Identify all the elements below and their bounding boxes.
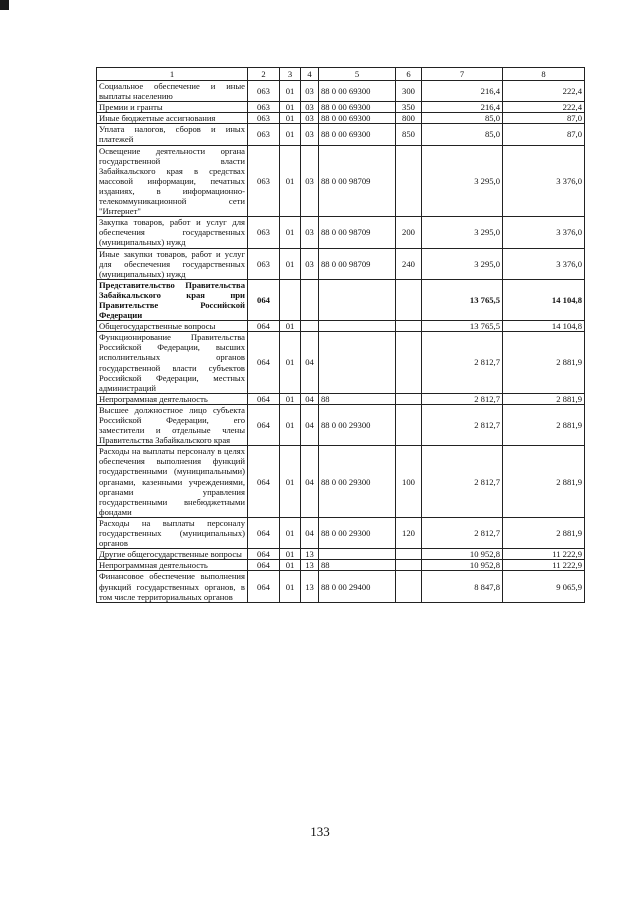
table-body	[97, 81, 585, 603]
header-col-7: 7	[422, 68, 503, 81]
cell-ministry-code: 064	[248, 571, 280, 602]
cell-name: Непрограммная деятельность	[97, 560, 248, 571]
cell-section: 01	[280, 393, 301, 404]
cell-amount-col7: 2 812,7	[422, 446, 503, 518]
cell-name: Общегосударственные вопросы	[97, 321, 248, 332]
cell-amount-col8: 87,0	[503, 124, 585, 145]
cell-amount-col8: 11 222,9	[503, 560, 585, 571]
cell-subsection: 03	[301, 124, 319, 145]
cell-expense-type: 100	[396, 446, 422, 518]
cell-expense-type	[396, 571, 422, 602]
cell-subsection	[301, 321, 319, 332]
cell-expense-type: 240	[396, 248, 422, 279]
cell-name: Другие общегосударственные вопросы	[97, 549, 248, 560]
cell-amount-col7: 13 765,5	[422, 321, 503, 332]
cell-subsection: 04	[301, 446, 319, 518]
cell-target-article: 88 0 00 69300	[319, 124, 396, 145]
cell-target-article: 88 0 00 98709	[319, 248, 396, 279]
cell-subsection: 04	[301, 332, 319, 394]
cell-amount-col8: 9 065,9	[503, 571, 585, 602]
cell-expense-type: 800	[396, 113, 422, 124]
cell-name: Закупка товаров, работ и услуг для обеспечения государственных (муниципальных) нужд	[97, 217, 248, 248]
cell-amount-col7: 2 812,7	[422, 393, 503, 404]
cell-amount-col7: 10 952,8	[422, 560, 503, 571]
table-row	[97, 113, 585, 124]
cell-amount-col7: 3 295,0	[422, 248, 503, 279]
cell-name: Премии и гранты	[97, 102, 248, 113]
cell-name: Расходы на выплаты персоналу в целях обеспечения выполнения функций государственными (муниципальными) органами, казенными учреждениями, органами управления государственными внебюджетными фондами	[97, 446, 248, 518]
cell-amount-col7: 2 812,7	[422, 517, 503, 548]
table-row	[97, 321, 585, 332]
cell-ministry-code: 064	[248, 332, 280, 394]
cell-amount-col8: 2 881,9	[503, 517, 585, 548]
table-row	[97, 404, 585, 445]
cell-section: 01	[280, 124, 301, 145]
cell-section: 01	[280, 571, 301, 602]
cell-subsection: 03	[301, 145, 319, 217]
cell-ministry-code: 064	[248, 446, 280, 518]
cell-ministry-code: 063	[248, 217, 280, 248]
cell-amount-col7: 2 812,7	[422, 332, 503, 394]
cell-amount-col8: 222,4	[503, 81, 585, 102]
cell-name: Иные бюджетные ассигнования	[97, 113, 248, 124]
cell-ministry-code: 064	[248, 549, 280, 560]
cell-expense-type	[396, 332, 422, 394]
cell-section: 01	[280, 549, 301, 560]
cell-amount-col8: 222,4	[503, 102, 585, 113]
cell-target-article: 88 0 00 69300	[319, 113, 396, 124]
cell-expense-type	[396, 560, 422, 571]
cell-name: Непрограммная деятельность	[97, 393, 248, 404]
cell-name: Представительство Правительства Забайкальского края при Правительстве Российской Федерации	[97, 279, 248, 320]
cell-expense-type	[396, 393, 422, 404]
table-row	[97, 560, 585, 571]
header-col-5: 5	[319, 68, 396, 81]
cell-expense-type: 200	[396, 217, 422, 248]
cell-ministry-code: 063	[248, 145, 280, 217]
cell-section: 01	[280, 404, 301, 445]
cell-name: Иные закупки товаров, работ и услуг для обеспечения государственных (муниципальных) нужд	[97, 248, 248, 279]
cell-name: Финансовое обеспечение выполнения функций государственных органов, в том числе территориальных органов	[97, 571, 248, 602]
table-row	[97, 279, 585, 320]
cell-target-article: 88 0 00 29300	[319, 446, 396, 518]
scan-edge-mark	[0, 0, 9, 10]
cell-section: 01	[280, 560, 301, 571]
cell-section: 01	[280, 517, 301, 548]
cell-section: 01	[280, 217, 301, 248]
cell-amount-col8: 3 376,0	[503, 145, 585, 217]
cell-section: 01	[280, 446, 301, 518]
cell-amount-col7: 85,0	[422, 113, 503, 124]
header-col-6: 6	[396, 68, 422, 81]
cell-expense-type: 350	[396, 102, 422, 113]
cell-amount-col8: 14 104,8	[503, 279, 585, 320]
cell-subsection: 03	[301, 81, 319, 102]
cell-amount-col8: 3 376,0	[503, 217, 585, 248]
table-row	[97, 571, 585, 602]
cell-amount-col8: 11 222,9	[503, 549, 585, 560]
cell-name: Функционирование Правительства Российской Федерации, высших исполнительных органов государственной власти субъектов Российской Федерации, местных администраций	[97, 332, 248, 394]
cell-ministry-code: 063	[248, 81, 280, 102]
cell-amount-col8: 14 104,8	[503, 321, 585, 332]
cell-expense-type	[396, 145, 422, 217]
table-row	[97, 446, 585, 518]
table-row	[97, 124, 585, 145]
cell-expense-type	[396, 279, 422, 320]
header-col-2: 2	[248, 68, 280, 81]
cell-subsection: 03	[301, 102, 319, 113]
cell-name: Социальное обеспечение и иные выплаты населению	[97, 81, 248, 102]
cell-name: Высшее должностное лицо субъекта Российской Федерации, его заместители и отдельные члены Правительства Забайкальского края	[97, 404, 248, 445]
cell-subsection	[301, 279, 319, 320]
cell-subsection: 04	[301, 517, 319, 548]
cell-subsection: 13	[301, 549, 319, 560]
header-col-1: 1	[97, 68, 248, 81]
cell-subsection: 13	[301, 571, 319, 602]
cell-amount-col8: 87,0	[503, 113, 585, 124]
cell-target-article: 88	[319, 393, 396, 404]
cell-target-article: 88 0 00 29300	[319, 517, 396, 548]
cell-section: 01	[280, 81, 301, 102]
table-row	[97, 393, 585, 404]
cell-section: 01	[280, 113, 301, 124]
cell-amount-col8: 2 881,9	[503, 446, 585, 518]
cell-subsection: 13	[301, 560, 319, 571]
cell-section: 01	[280, 248, 301, 279]
header-col-4: 4	[301, 68, 319, 81]
budget-table	[96, 67, 585, 603]
cell-section	[280, 279, 301, 320]
cell-target-article	[319, 321, 396, 332]
cell-section: 01	[280, 332, 301, 394]
cell-expense-type	[396, 321, 422, 332]
cell-ministry-code: 064	[248, 393, 280, 404]
header-col-3: 3	[280, 68, 301, 81]
cell-ministry-code: 063	[248, 248, 280, 279]
cell-subsection: 03	[301, 113, 319, 124]
cell-amount-col7: 3 295,0	[422, 145, 503, 217]
cell-amount-col7: 216,4	[422, 102, 503, 113]
cell-target-article: 88 0 00 29300	[319, 404, 396, 445]
table-row	[97, 517, 585, 548]
cell-amount-col7: 85,0	[422, 124, 503, 145]
cell-expense-type	[396, 549, 422, 560]
cell-ministry-code: 064	[248, 517, 280, 548]
cell-amount-col7: 8 847,8	[422, 571, 503, 602]
table-header-row	[97, 68, 585, 81]
cell-target-article: 88 0 00 69300	[319, 81, 396, 102]
cell-target-article: 88	[319, 560, 396, 571]
cell-section: 01	[280, 321, 301, 332]
cell-ministry-code: 064	[248, 279, 280, 320]
cell-ministry-code: 064	[248, 404, 280, 445]
table-row	[97, 145, 585, 217]
cell-target-article	[319, 332, 396, 394]
cell-ministry-code: 063	[248, 102, 280, 113]
cell-amount-col7: 3 295,0	[422, 217, 503, 248]
page-number: 133	[310, 824, 330, 839]
cell-subsection: 04	[301, 393, 319, 404]
cell-name: Уплата налогов, сборов и иных платежей	[97, 124, 248, 145]
table-row	[97, 102, 585, 113]
cell-target-article: 88 0 00 98709	[319, 217, 396, 248]
cell-amount-col7: 216,4	[422, 81, 503, 102]
cell-amount-col7: 2 812,7	[422, 404, 503, 445]
cell-expense-type: 850	[396, 124, 422, 145]
table-row	[97, 248, 585, 279]
cell-target-article	[319, 279, 396, 320]
cell-section: 01	[280, 102, 301, 113]
cell-ministry-code: 063	[248, 113, 280, 124]
cell-expense-type: 120	[396, 517, 422, 548]
cell-target-article: 88 0 00 98709	[319, 145, 396, 217]
cell-expense-type: 300	[396, 81, 422, 102]
table-row	[97, 217, 585, 248]
cell-amount-col7: 13 765,5	[422, 279, 503, 320]
cell-amount-col8: 3 376,0	[503, 248, 585, 279]
cell-subsection: 04	[301, 404, 319, 445]
cell-ministry-code: 064	[248, 560, 280, 571]
table-row	[97, 81, 585, 102]
cell-target-article	[319, 549, 396, 560]
cell-name: Расходы на выплаты персоналу государственных (муниципальных) органов	[97, 517, 248, 548]
table-row	[97, 332, 585, 394]
cell-amount-col7: 10 952,8	[422, 549, 503, 560]
cell-section: 01	[280, 145, 301, 217]
cell-ministry-code: 064	[248, 321, 280, 332]
cell-ministry-code: 063	[248, 124, 280, 145]
table-row	[97, 549, 585, 560]
cell-target-article: 88 0 00 69300	[319, 102, 396, 113]
header-col-8: 8	[503, 68, 585, 81]
cell-subsection: 03	[301, 248, 319, 279]
cell-amount-col8: 2 881,9	[503, 332, 585, 394]
cell-name: Освещение деятельности органа государственной власти Забайкальского края в средствах массовой информации, печатных изданиях, в информационно-телекоммуникационной сети "Интернет"	[97, 145, 248, 217]
cell-target-article: 88 0 00 29400	[319, 571, 396, 602]
cell-subsection: 03	[301, 217, 319, 248]
cell-amount-col8: 2 881,9	[503, 404, 585, 445]
cell-expense-type	[396, 404, 422, 445]
cell-amount-col8: 2 881,9	[503, 393, 585, 404]
